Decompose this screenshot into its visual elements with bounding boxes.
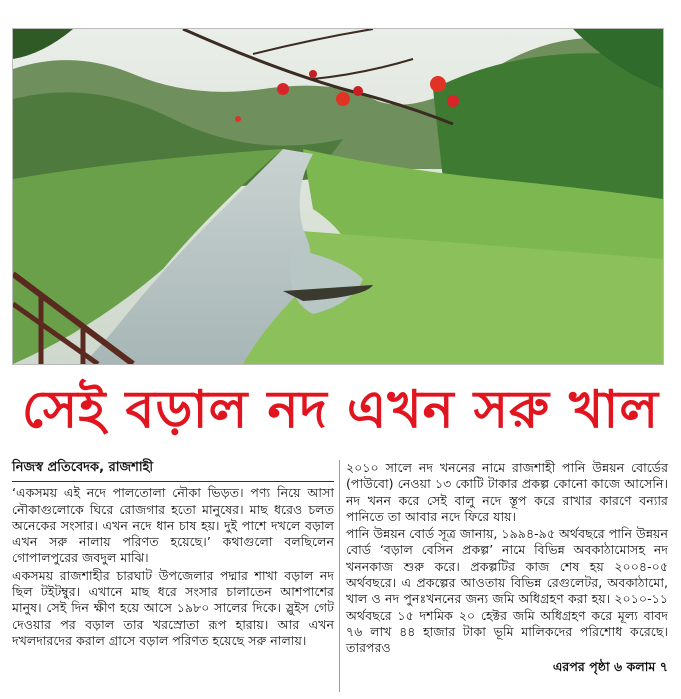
- continued-notice: এরপর পৃষ্ঠা ৬ কলাম ৭: [552, 658, 668, 674]
- river-photo: [12, 28, 664, 365]
- headline: সেই বড়াল নদ এখন সরু খাল: [21, 380, 660, 440]
- paragraph: একসময় রাজশাহীর চারঘাট উপজেলার পদ্মার শাখা বড়াল নদ ছিল টইটম্বুর। এখানে মাছ ধরে সংসার চালাতেন আশপাশের মানুষ। সেই দিন ক্ষীণ হয়ে আসে ১৯৮০ সালের দিকে। স্লুইস গেট দেওয়ার পর বড়াল তার খরস্রোতা রূপ হারায়। আর এখন দখলদারদের করাল গ্রাসে বড়াল পরিণত হয়েছে সরু নালায়।: [12, 567, 334, 648]
- byline: নিজস্ব প্রতিবেদক, রাজশাহী: [12, 460, 334, 482]
- paragraph: ‘একসময় এই নদে পালতোলা নৌকা ভিড়ত। পণ্য নিয়ে আসা নৌকাগুলোকে ঘিরে রোজগার হতো মানুষের। মাছ ধরেও চলত অনেকের সংসার। এখন নদে ধান চাষ হয়। দুই পাশে দখলে বড়াল এখন সরু নালায় পরিণত হয়েছে।’ কথাগুলো বলছিলেন গোপালপুরের জবদুল মাঝি।: [12, 485, 334, 566]
- article-column-right: [346, 460, 668, 675]
- paragraph: পানি উন্নয়ন বোর্ড সূত্র জানায়, ১৯৯৪-৯৫ অর্থবছরে পানি উন্নয়ন বোর্ড ‘বড়াল বেসিন প্রকল্প’ নামে বিভিন্ন অবকাঠামোসহ নদ খননকাজ শুরু করে। প্রকল্পটির কাজ শেষ হয় ২০০৪-০৫ অর্থবছরে। এ প্রকল্পের আওতায় বিভিন্ন রেগুলেটর, অবকাঠামো, খাল ও নদ পুনঃখননের জন্য জমি অধিগ্রহণ করা হয়। ২০১০-১১ অর্থবছরে ১৫ দশমিক ২০ হেক্টর জমি অধিগ্রহণ করে মূল্য বাবদ ৭৬ লাখ ৪৪ হাজার টাকা ভূমি মালিকদের পরিশোধ করেছে। তারপরও: [346, 526, 668, 656]
- article-column-left: [12, 460, 334, 650]
- column-divider: [339, 460, 340, 692]
- paragraph: ২০১০ সালে নদ খননের নামে রাজশাহী পানি উন্নয়ন বোর্ডের (পাউবো) নেওয়া ১৩ কোটি টাকার প্রকল্প কোনো কাজে আসেনি। নদ খনন করে সেই বালু নদে স্তূপ করে রাখার কারণে বন্যার পানিতে তা আবার নদে ফিরে যায়।: [346, 460, 668, 524]
